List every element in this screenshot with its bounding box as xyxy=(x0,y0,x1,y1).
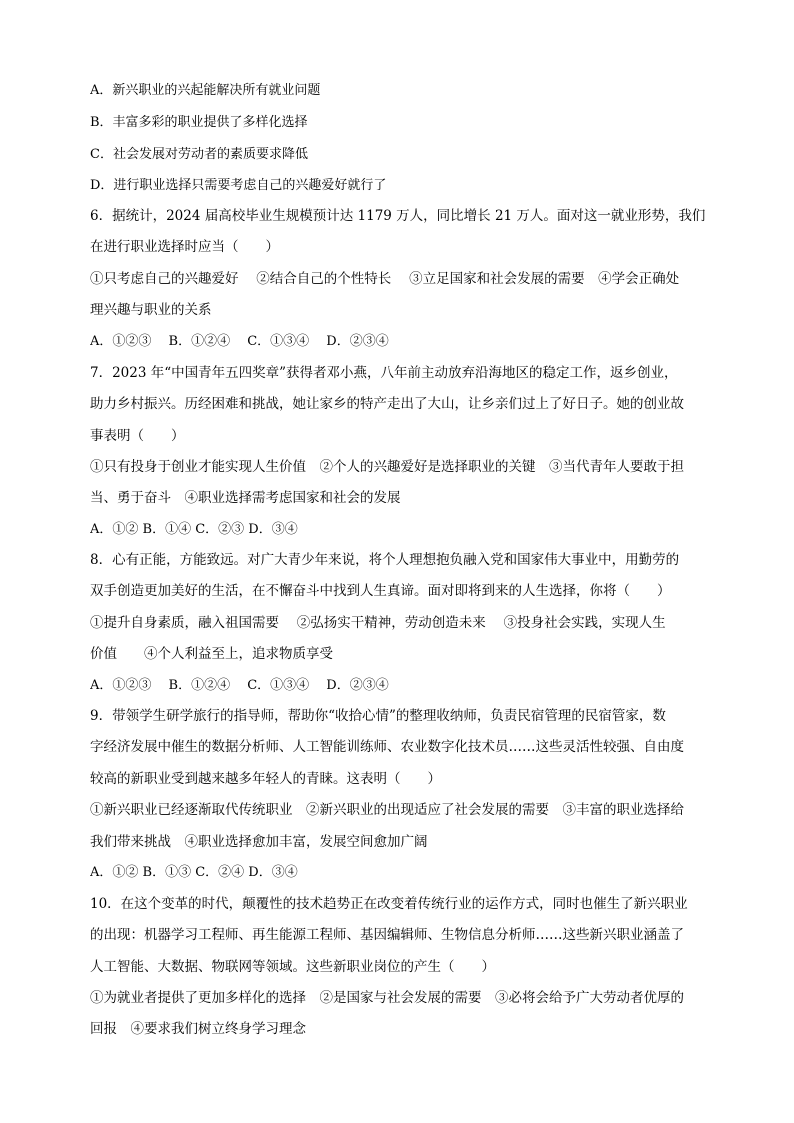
q10-stem-line-1: 10．在这个变革的时代，颠覆性的技术趋势正在改变着传统行业的运作方式，同时也催生了新兴职业 xyxy=(90,896,688,912)
q6-statements-line-2: 理兴趣与职业的关系 xyxy=(90,302,212,318)
q5-option-a: A．新兴职业的兴起能解决所有就业问题 xyxy=(90,83,321,98)
q7-statements-line-2: 当、勇于奋斗 ④职业选择需考虑国家和社会的发展 xyxy=(90,490,401,506)
q7-stem-line-3: 事表明（ ） xyxy=(90,428,185,444)
q9-stem-line-1: 9．带领学生研学旅行的指导师，帮助你“收拾心情”的整理收纳师，负责民宿管理的民宿管家，数 xyxy=(90,708,666,724)
q7-stem-line-1: 7．2023 年“中国青年五四奖章”获得者邓小燕，八年前主动放弃沿海地区的稳定工作，返乡创业， xyxy=(90,365,678,381)
q9-stem-line-3: 较高的新职业受到越来越多年轻人的青睐。这表明（ ） xyxy=(90,771,441,787)
q9-stem-line-2: 字经济发展中催生的数据分析师、人工智能训练师、农业数字化技术员……这些灵活性较强、自由度 xyxy=(90,739,684,755)
q8-choices: A．①②③ B．①②④ C．①③④ D．②③④ xyxy=(90,678,389,693)
q8-stem-line-1: 8．心有正能，方能致远。对广大青少年来说，将个人理想抱负融入党和国家伟大事业中，用勤劳的 xyxy=(90,552,680,568)
q9-statements-line-1: ①新兴职业已经逐渐取代传统职业 ②新兴职业的出现适应了社会发展的需要 ③丰富的职业选择给 xyxy=(90,802,684,818)
q6-stem-line-2: 在进行职业选择时应当（ ） xyxy=(90,239,279,255)
q8-statements-line-2: 价值 ④个人利益至上，追求物质享受 xyxy=(90,646,333,662)
q7-choices: A．①② B．①④ C．②③ D．③④ xyxy=(90,522,298,537)
q7-stem-line-2: 助力乡村振兴。历经困难和挑战，她让家乡的特产走出了大山，让乡亲们过上了好日子。她的创业故 xyxy=(90,396,684,412)
q10-statements-line-2: 回报 ④要求我们树立终身学习理念 xyxy=(90,1021,306,1037)
q6-stem-line-1: 6．据统计，2024 届高校毕业生规模预计达 1179 万人，同比增长 21 万人。面对这一就业形势，我们 xyxy=(90,208,706,224)
q5-option-b: B．丰富多彩的职业提供了多样化选择 xyxy=(90,115,308,130)
q7-statements-line-1: ①只有投身于创业才能实现人生价值 ②个人的兴趣爱好是选择职业的关键 ③当代青年人要敢于担 xyxy=(90,459,684,475)
q6-statements-line-1: ①只考虑自己的兴趣爱好 ②结合自己的个性特长 ③立足国家和社会发展的需要 ④学会正确处 xyxy=(90,271,680,287)
q9-statements-line-2: 我们带来挑战 ④职业选择愈加丰富，发展空间愈加广阔 xyxy=(90,834,428,850)
q10-stem-line-2: 的出现：机器学习工程师、再生能源工程师、基因编辑师、生物信息分析师……这些新兴职业涵盖了 xyxy=(90,927,684,943)
q6-choices: A．①②③ B．①②④ C．①③④ D．②③④ xyxy=(90,334,389,349)
q8-stem-line-2: 双手创造更加美好的生活，在不懈奋斗中找到人生真谛。面对即将到来的人生选择，你将（ ） xyxy=(90,583,671,599)
q5-option-d: D．进行职业选择只需要考虑自己的兴趣爱好就行了 xyxy=(90,178,387,193)
q5-option-c: C．社会发展对劳动者的素质要求降低 xyxy=(90,147,308,162)
q9-choices: A．①② B．①③ C．②④ D．③④ xyxy=(90,865,298,880)
q10-stem-line-3: 人工智能、大数据、物联网等领域。这些新职业岗位的产生（ ） xyxy=(90,959,495,975)
q10-statements-line-1: ①为就业者提供了更加多样化的选择 ②是国家与社会发展的需要 ③必将会给予广大劳动者优厚的 xyxy=(90,990,684,1006)
q8-statements-line-1: ①提升自身素质，融入祖国需要 ②弘扬实干精神，劳动创造未来 ③投身社会实践，实现人生 xyxy=(90,615,666,631)
